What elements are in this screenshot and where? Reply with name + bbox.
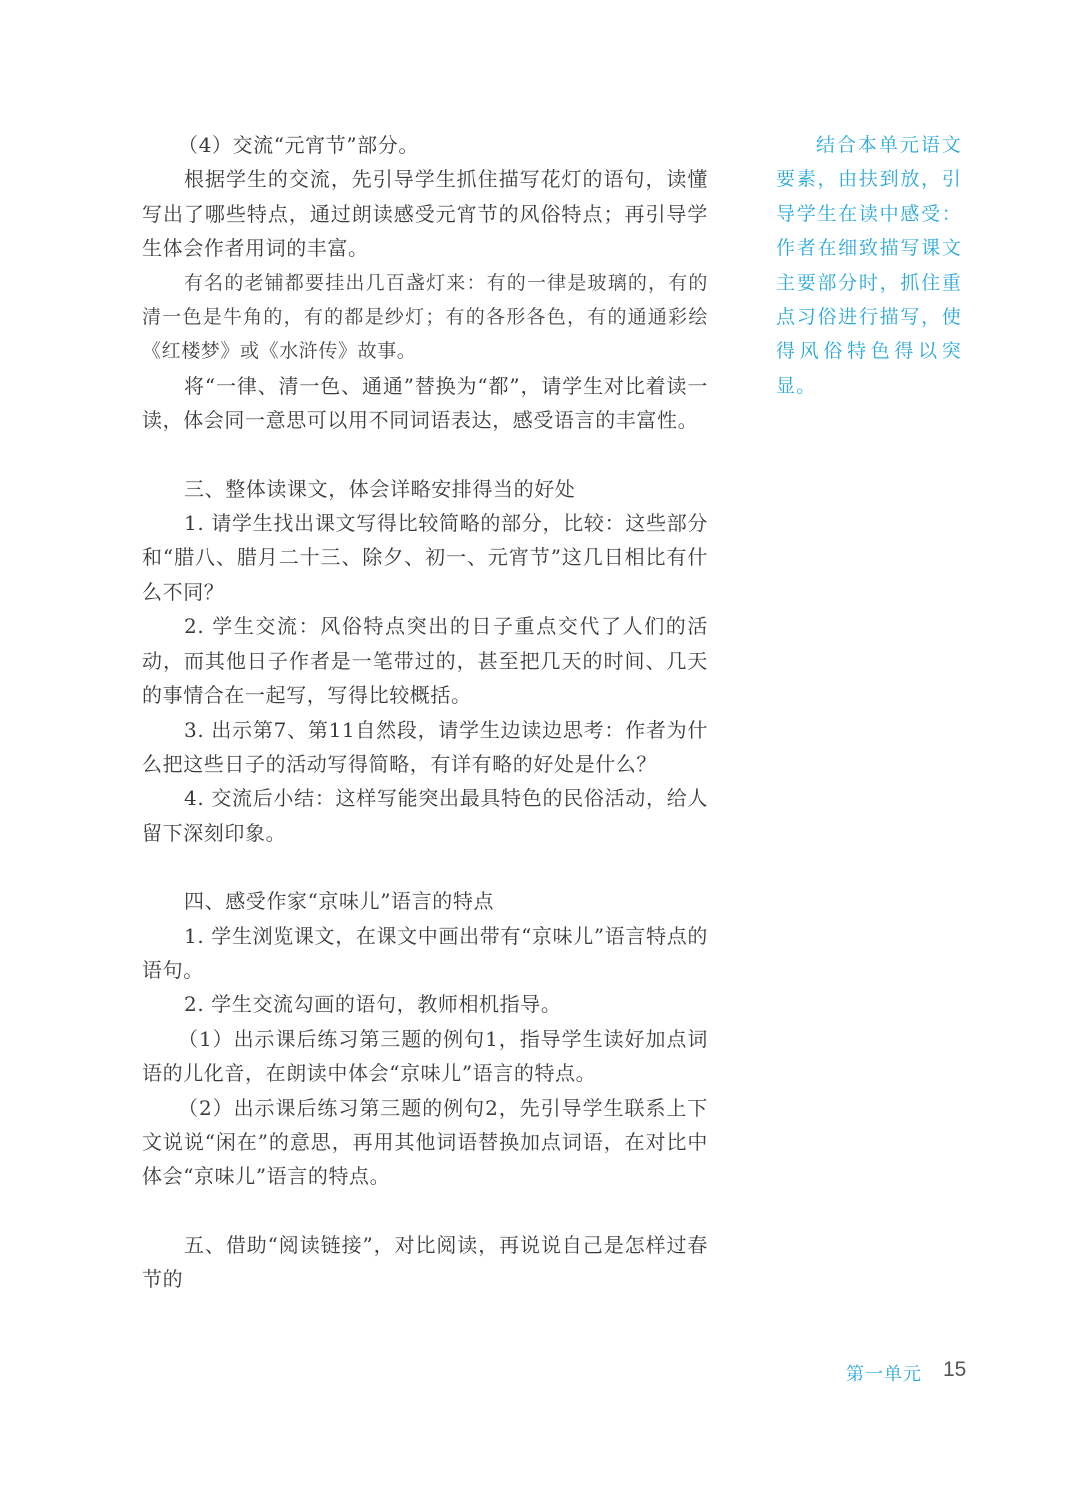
quoted-excerpt: 有名的老铺都要挂出几百盏灯来：有的一律是玻璃的，有的清一色是牛角的，有的都是纱灯；有的各形各色，有的通通彩绘《红楼梦》或《水浒传》故事。 [142,271,708,363]
sub-item: （1）出示课后练习第三题的例句1，指导学生读好加点词语的儿化音，在朗读中体会“京味儿”语言的特点。 [142,1026,708,1086]
list-item: 4. 交流后小结：这样写能突出最具特色的民俗活动，给人留下深刻印象。 [142,786,708,845]
sub-item: （2）出示课后练习第三题的例句2，先引导学生联系上下文说说“闲在”的意思，再用其他词语替换加点词语，在对比中体会“京味儿”语言的特点。 [142,1095,708,1189]
main-text [142,128,708,1297]
list-item: 2. 学生交流勾画的语句，教师相机指导。 [184,992,562,1017]
section-4-title: （4）交流“元宵节”部分。 [178,133,419,157]
paragraph: 将“一律、清一色、通通”替换为“都”，请学生对比着读一读，体会同一意思可以用不同词语表达，感受语言的丰富性。 [142,373,708,433]
unit-label: 第一单元 [846,1364,922,1385]
spacer [142,438,708,472]
list-item: 1. 请学生找出课文写得比较简略的部分，比较：这些部分和“腊八、腊月二十三、除夕、初一、元宵节”这几日相比有什么不同？ [142,511,708,604]
margin-note-text: 结合本单元语文要素，由扶到放，引导学生在读中感受：作者在细致描写课文主要部分时，抓住重点习俗进行描写，使得风俗特色得以突显。 [776,134,962,397]
page-number: 15 [943,1358,967,1381]
spacer [142,850,708,884]
spacer [142,1194,708,1228]
list-item: 1. 学生浏览课文，在课文中画出带有“京味儿”语言特点的语句。 [142,923,708,982]
margin-note [776,128,962,403]
list-item: 2. 学生交流：风俗特点突出的日子重点交代了人们的活动，而其他日子作者是一笔带过的，甚至把几天的时间、几天的事情合在一起写，写得比较概括。 [142,614,708,708]
section-3-heading: 三、整体读课文，体会详略安排得当的好处 [184,476,576,501]
list-item: 3. 出示第7、第11自然段，请学生边读边思考：作者为什么把这些日子的活动写得简略，有详有略的好处是什么？ [142,717,708,776]
section-4-heading: 四、感受作家“京味儿”语言的特点 [184,889,495,914]
paragraph: 根据学生的交流，先引导学生抓住描写花灯的语句，读懂写出了哪些特点，通过朗读感受元宵节的风俗特点；再引导学生体会作者用词的丰富。 [142,167,708,261]
section-5-heading: 五、借助“阅读链接”，对比阅读，再说说自己是怎样过春节的 [142,1232,708,1292]
